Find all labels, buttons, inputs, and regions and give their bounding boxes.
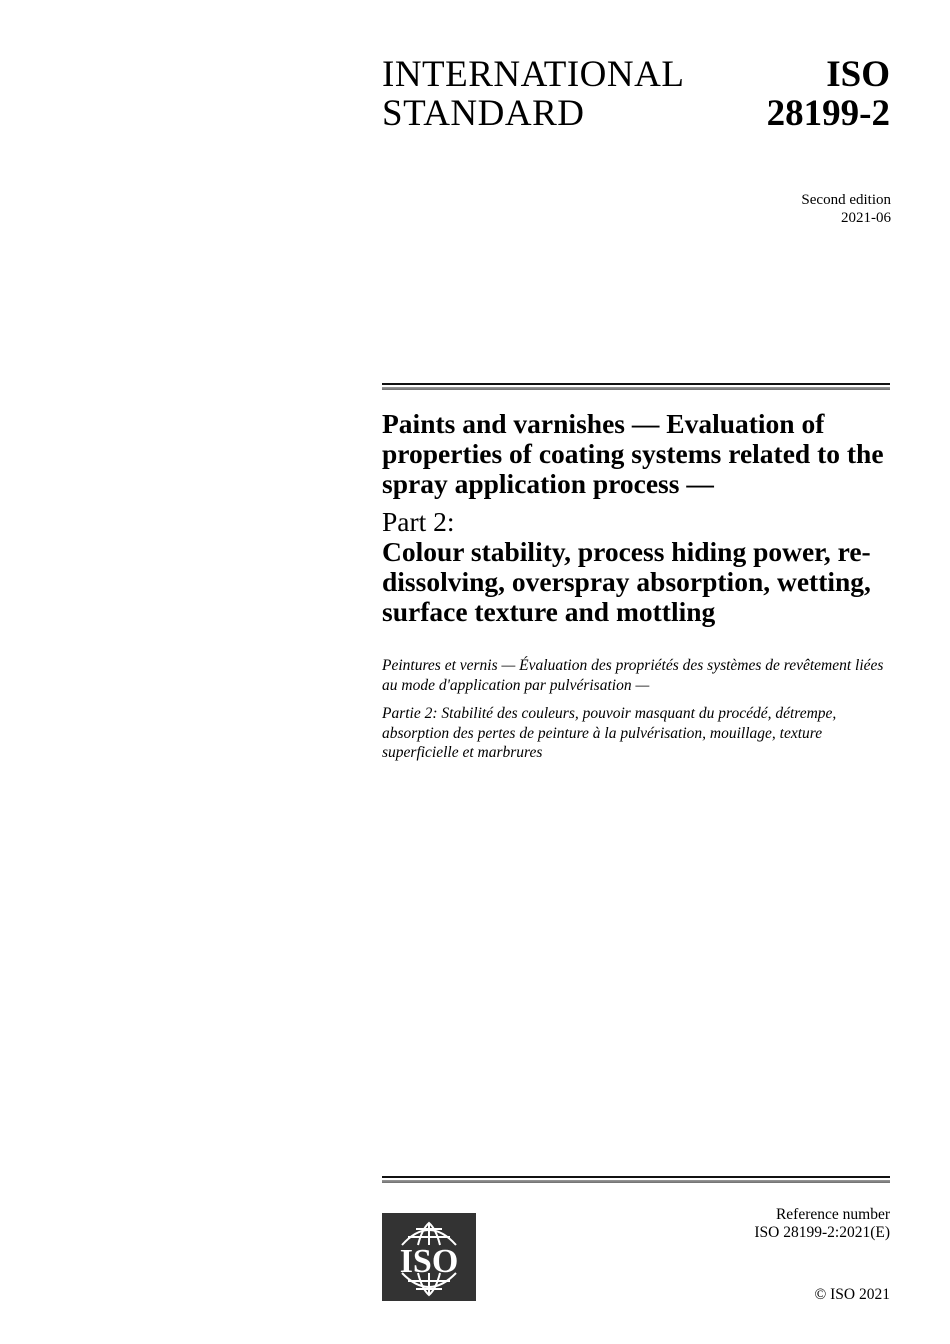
standard-number-heading [767,55,890,133]
reference-block [754,1206,890,1242]
copyright: © ISO 2021 [814,1286,890,1303]
divider-light-line [382,387,890,390]
iso-logo [382,1213,476,1301]
divider-dark-line [382,383,890,385]
reference-number: ISO 28199-2:2021(E) [754,1224,890,1241]
main-title: Paints and varnishes — Evaluation of properties of coating systems related to the spray application process — [382,408,884,499]
edition-info [801,191,891,227]
logo-text: ISO [399,1243,459,1280]
document-type-heading [382,55,684,133]
standard-number: 28199-2 [766,93,890,134]
document-type-line1: INTERNATIONAL [382,54,685,95]
part-title: Colour stability, process hiding power, re-dissolving, overspray absorption, wetting, surface texture and mottling [382,536,871,627]
edition-label: Second edition [801,192,891,208]
globe-icon [382,1213,476,1301]
document-type-line2: STANDARD [382,93,585,134]
french-part-title: Partie 2: Stabilité des couleurs, pouvoir masquant du procédé, détrempe, absorption des pertes de peinture à la pulvérisation, mouillage, texture superficielle et marbrures [382,705,837,761]
standard-org: ISO [826,54,890,95]
top-divider [382,383,890,390]
french-main-title: Peintures et vernis — Évaluation des propriétés des systèmes de revêtement liées au mode d'application par pulvérisation — [382,657,884,694]
bottom-divider [382,1176,890,1183]
title-block [382,409,902,627]
part-label: Part 2: [382,506,455,537]
reference-label: Reference number [775,1206,890,1223]
divider-dark-line [382,1176,890,1178]
french-title-block [382,656,902,772]
divider-light-line [382,1180,890,1183]
edition-date: 2021-06 [841,210,891,226]
